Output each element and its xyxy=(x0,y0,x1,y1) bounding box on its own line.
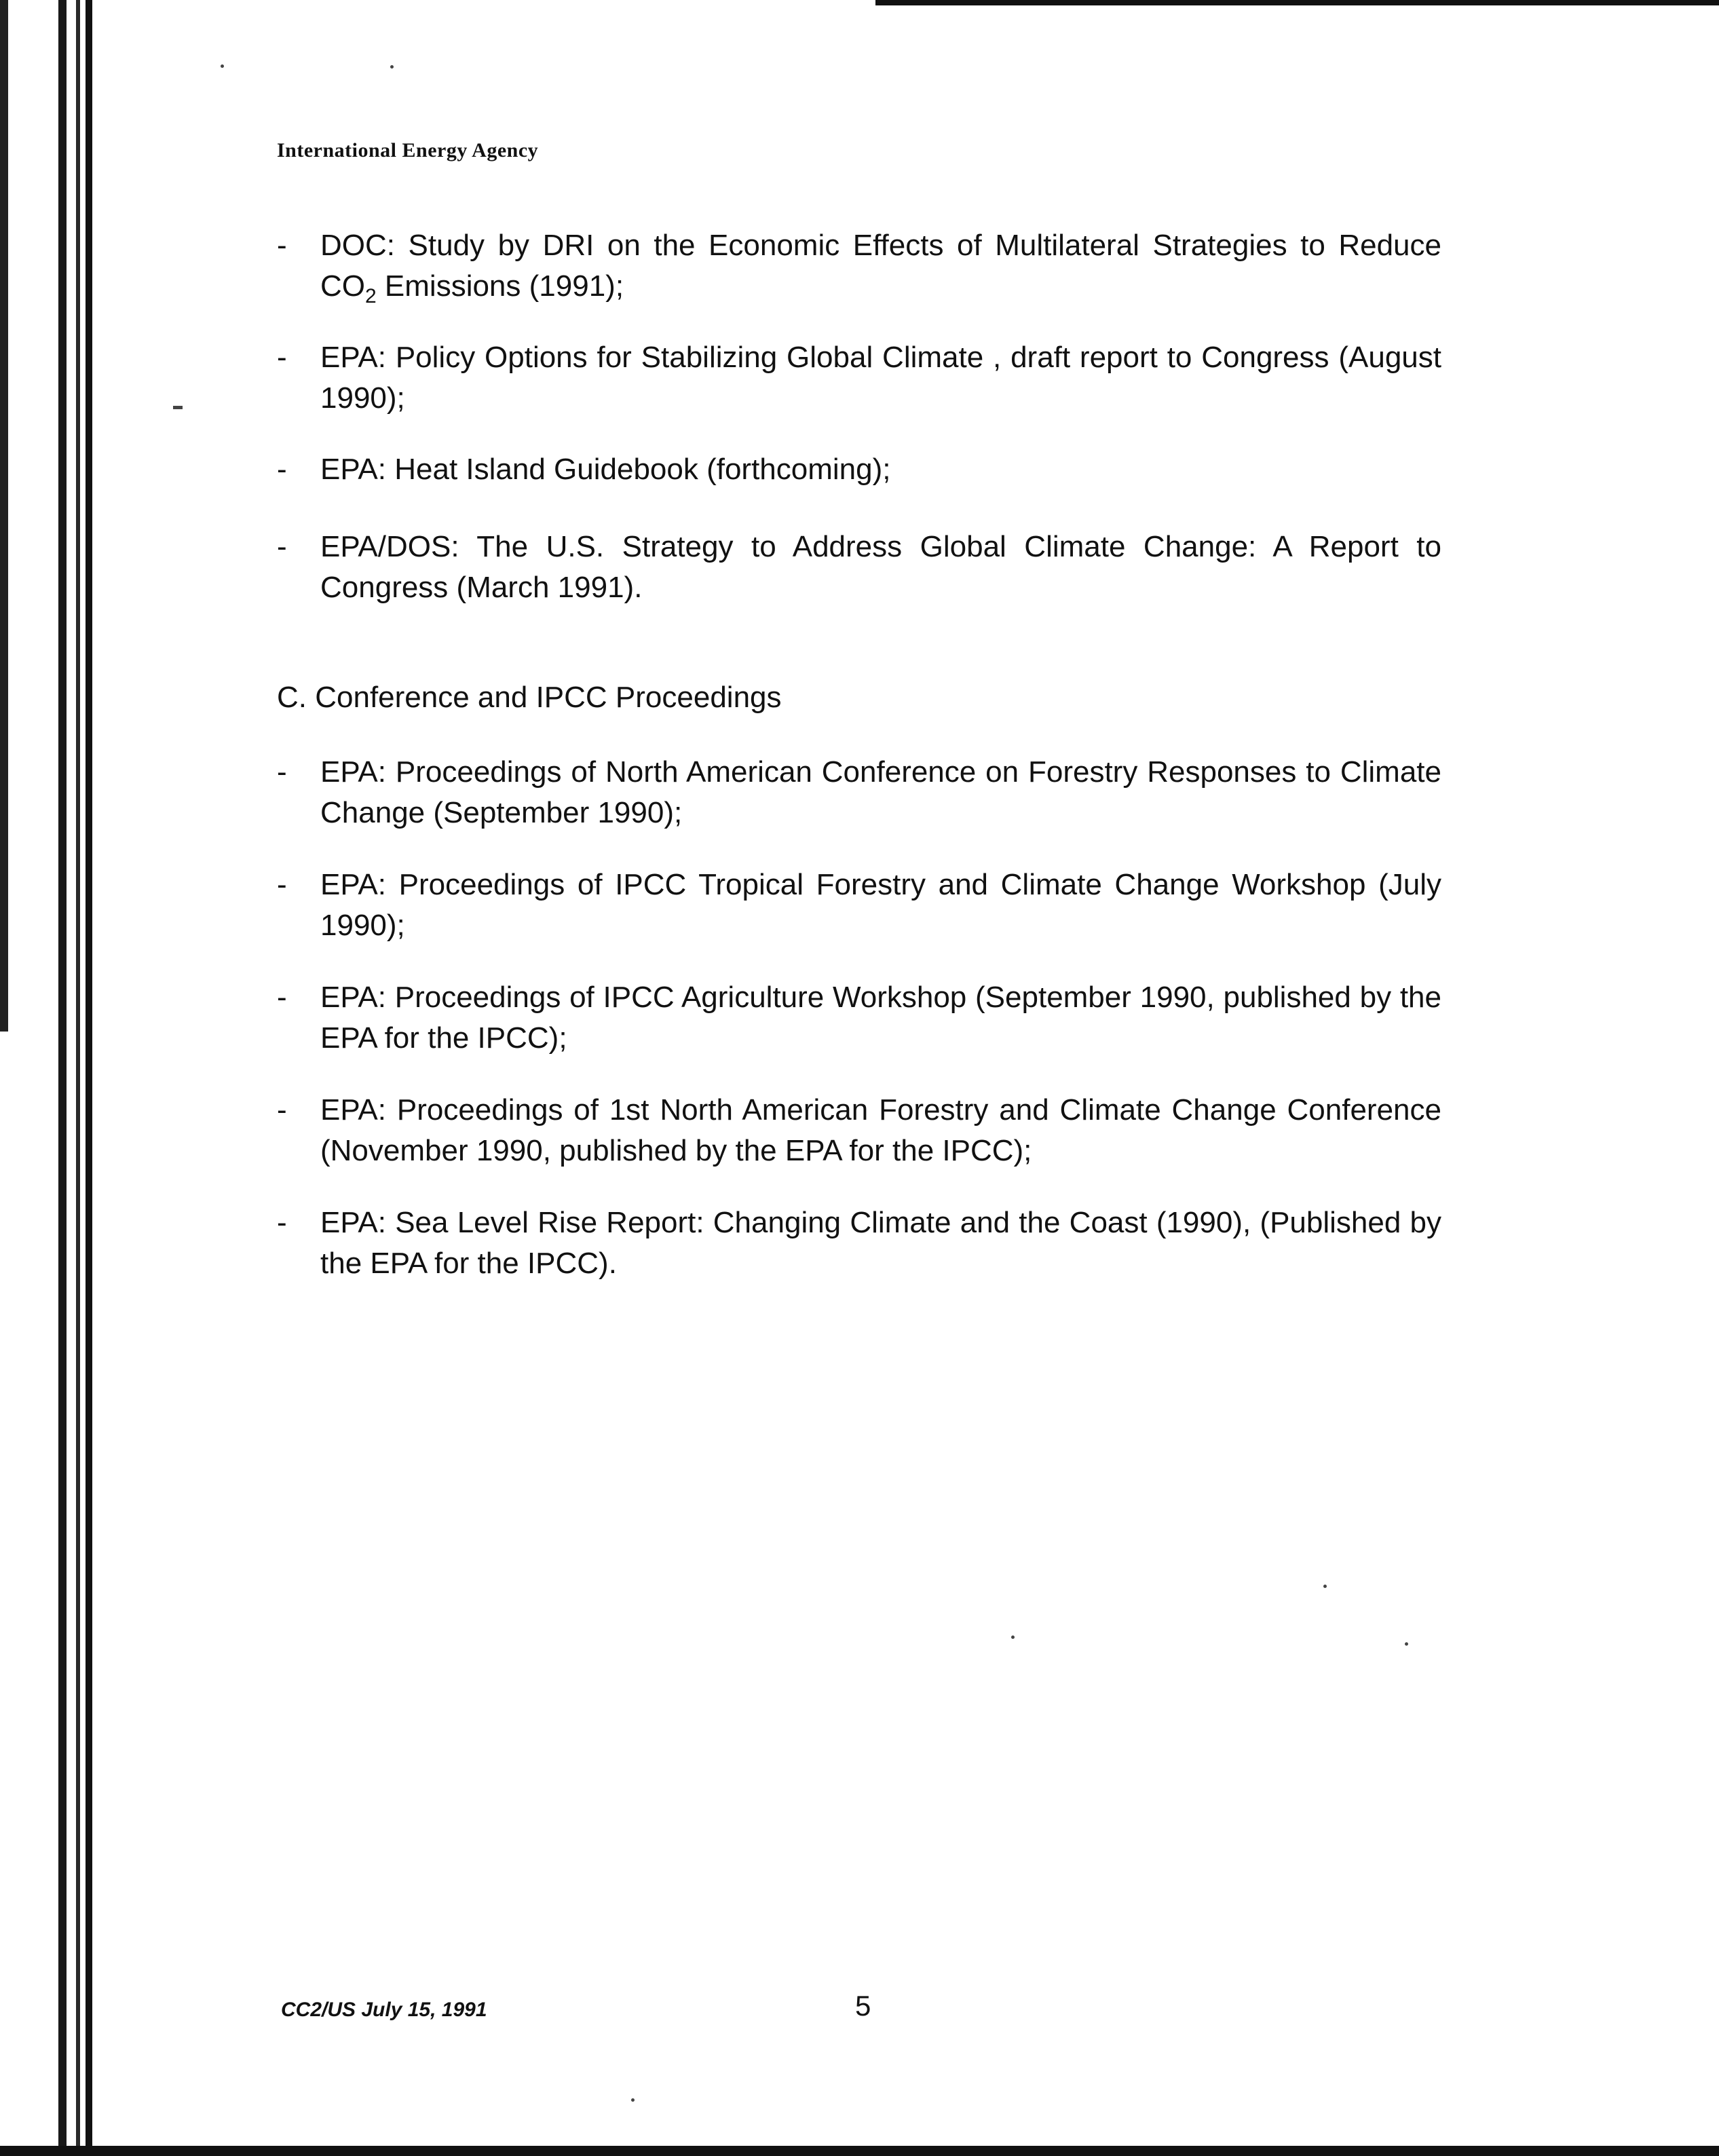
list-item-text: EPA: Proceedings of IPCC Tropical Forestry and Climate Change Workshop (July 1990); xyxy=(320,868,1441,942)
list-item-text: EPA: Policy Options for Stabilizing Global Climate , draft report to Congress (August 1990); xyxy=(320,341,1441,415)
running-header: International Energy Agency xyxy=(277,139,539,162)
bullet: - xyxy=(277,1093,287,1127)
list-item xyxy=(277,527,1441,608)
binding-edge xyxy=(58,0,67,2156)
scan-speck xyxy=(1011,1635,1015,1639)
scan-edge-bottom xyxy=(0,2146,1719,2156)
scan-speck xyxy=(631,2098,635,2102)
bullet: - xyxy=(277,530,287,563)
bullet: - xyxy=(277,341,287,374)
bullet: - xyxy=(277,1206,287,1239)
scan-speck xyxy=(1405,1642,1408,1646)
scan-speck xyxy=(221,64,224,68)
list-item xyxy=(277,977,1441,1059)
binding-edge xyxy=(76,0,80,2156)
list-item xyxy=(277,752,1441,833)
bullet: - xyxy=(277,229,287,262)
list-item xyxy=(277,1090,1441,1171)
section-heading: C. Conference and IPCC Proceedings xyxy=(277,681,782,714)
binding-edge xyxy=(86,0,92,2156)
binding-edge xyxy=(0,0,8,1032)
list-item xyxy=(277,337,1441,419)
bullet: - xyxy=(277,755,287,789)
list-item xyxy=(277,449,1441,490)
list-item-text: EPA/DOS: The U.S. Strategy to Address Global Climate Change: A Report to Congress (March 1991). xyxy=(320,530,1441,604)
list-item-text: DOC: Study by DRI on the Economic Effects of Multilateral Strategies to Reduce $CO_2$ Emissions (1991); xyxy=(320,229,1441,307)
list-item xyxy=(277,865,1441,946)
scan-speck xyxy=(390,65,394,69)
scan-speck xyxy=(1323,1585,1327,1588)
list-item-text: EPA: Proceedings of North American Conference on Forestry Responses to Climate Change (September 1990); xyxy=(320,755,1441,829)
page-number: 5 xyxy=(855,1990,871,2022)
scan-speck xyxy=(173,406,183,409)
list-item-text: EPA: Sea Level Rise Report: Changing Climate and the Coast (1990), (Published by the EPA for the IPCC). xyxy=(320,1206,1441,1280)
document-reference: CC2/US July 15, 1991 xyxy=(281,1999,487,2021)
list-item xyxy=(277,225,1441,307)
bullet: - xyxy=(277,981,287,1014)
scan-edge-top xyxy=(875,0,1719,5)
list-item-text: EPA: Proceedings of IPCC Agriculture Workshop (September 1990, published by the EPA for the IPCC); xyxy=(320,981,1441,1055)
bullet: - xyxy=(277,453,287,486)
list-item-text: EPA: Heat Island Guidebook (forthcoming); xyxy=(320,453,891,486)
bullet: - xyxy=(277,868,287,901)
list-item-text: EPA: Proceedings of 1st North American Forestry and Climate Change Conference (November 1990, published by the EPA for the IPCC); xyxy=(320,1093,1441,1167)
list-item xyxy=(277,1203,1441,1284)
